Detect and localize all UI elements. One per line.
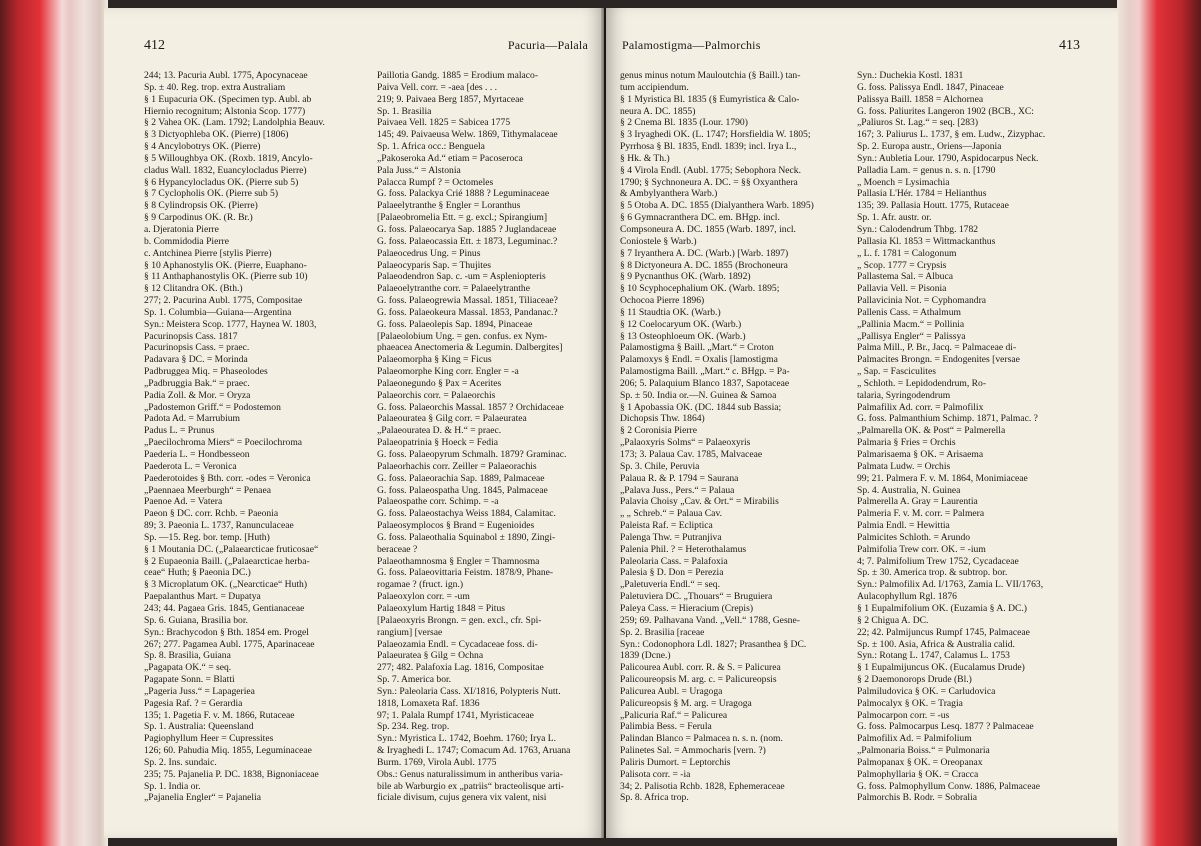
entry-line: „Pagapata OK.“ = seq. (144, 662, 232, 674)
entry-line: a. Djeratonia Pierre (144, 223, 219, 235)
right-running-head: Palamostigma—Palmorchis (622, 38, 761, 52)
entry-line: „ L. f. 1781 = Calogonum (857, 247, 957, 259)
entry-line: § 1 Myristica Bl. 1835 (§ Eumyristica & Calo- (620, 93, 800, 105)
entry-line: Palaeopatrinia § Hoeck = Fedia (377, 437, 499, 449)
entry-line: [Palaeobromelia Ett. = g. excl.; Spirangium] (377, 212, 548, 224)
entry-line: Sp. 1. India or. (144, 780, 201, 792)
entry-line: & Iryaghedi L. 1747; Comacum Ad. 1763, Aruana (377, 745, 571, 757)
entry-line: Palesia § D. Don = Perezia (620, 567, 724, 579)
left-running-head: Pacuria—Palala (507, 38, 588, 52)
entry-line: Palmacites Brongn. = Endogenites [versae (857, 354, 1020, 366)
entry-line: § 1 Moutania DC. („Palaearcticae fruticosae“ (144, 543, 319, 555)
entry-line: § 9 Pycnanthus OK. (Warb. 1892) (620, 271, 751, 283)
right-page-header (622, 38, 1080, 56)
entry-line: Palaeosymplocos § Brand = Eugenioides (377, 520, 535, 532)
entry-line: Syn.: Duchekia Kostl. 1831 (857, 70, 964, 81)
entry-line: § 9 Carpodinus OK. (R. Br.) (144, 212, 253, 224)
entry-line: Palaeonegundo § Pax = Acerites (377, 377, 502, 389)
entry-line: § 2 Chigua A. DC. (857, 614, 929, 626)
entry-line: Obs.: Genus naturalissimum in antheribus varia- (377, 768, 563, 780)
entry-line: Sp. 6. Guiana, Brasilia bor. (144, 614, 248, 626)
entry-line: Palisota corr. = -ia (620, 768, 691, 780)
entry-line: Palaeodendron Sap. c. -um = Aspleniopteris (377, 271, 546, 283)
entry-line: § 1 Eupalmifolium OK. (Euzamia § A. DC.) (857, 602, 1027, 614)
entry-line: 22; 42. Palmijuncus Rumpf 1745, Palmaceae (857, 626, 1030, 638)
entry-line: „Paletuveria Endl.“ = seq. (620, 579, 720, 591)
entry-line: Pallenis Cass. = Athalmum (857, 306, 962, 318)
entry-line: § 10 Aphanostylis OK. (Pierre, Euaphano- (144, 259, 307, 271)
entry-line: „ Sap. = Fasciculites (857, 366, 936, 378)
entry-line: Paeon § DC. corr. Rchb. = Paeonia (144, 508, 279, 520)
entry-line: Palmopanax § OK. = Oreopanax (857, 756, 983, 768)
entry-line: Sp. 1. Africa occ.: Benguela (377, 141, 485, 153)
entry-line: Palimbia Bess. = Ferula (620, 721, 712, 733)
entry-line: Paiva Vell. corr. = -aea [des . . . (377, 81, 498, 93)
entry-line: Syn.: Myristica L. 1742, Boehm. 1760; Irya L. (377, 733, 557, 745)
entry-line: G. foss. Palaeothalia Squinabol ± 1890, Zingi- (377, 531, 556, 543)
entry-line: G. foss. Palaeospatha Ung. 1845, Palmaceae (377, 484, 548, 496)
entry-line: Palamostigma Baill. „Mart.“ c. BHgp. = Pa- (620, 366, 790, 378)
entry-line: Paederota L. = Veronica (144, 460, 237, 472)
entry-line: ficiale divisum, cujus genera vix valent, nisi (377, 792, 547, 804)
entry-line: § 8 Cylindropsis OK. (Pierre) (144, 200, 258, 212)
entry-line: G. foss. Palaeovittaria Feistm. 1878/9, Phane- (377, 567, 554, 579)
entry-line: G. foss. Palaeocassia Ett. ± 1873, Leguminac.? (377, 235, 558, 247)
entry-line: Syn.: Meistera Scop. 1777, Haynea W. 1803, (144, 318, 317, 330)
entry-line: G. foss. Palaeolepis Sap. 1894, Pinaceae (377, 318, 533, 330)
entry-line: neura A. DC. 1855) (620, 105, 696, 117)
left-column-1 (144, 70, 367, 832)
entry-line: Padus L. = Prunus (144, 425, 215, 437)
entry-line: Palaeocyparis Sap. = Thujites (377, 259, 491, 271)
entry-line: rogamae ? (fruct. ign.) (377, 579, 464, 591)
entry-line: 243; 44. Pagaea Gris. 1845, Gentianaceae (144, 602, 305, 614)
entry-line: Palaeomorpha § King = Ficus (377, 354, 492, 366)
entry-line: Sp. —15. Reg. bor. temp. [Huth) (144, 531, 270, 543)
entry-line: § 4 Virola Endl. (Aubl. 1775; Sebophora Neck. (620, 164, 801, 176)
entry-line: § 8 Dictyoneura A. DC. 1855 (Brochoneura (620, 259, 788, 271)
entry-line: § 12 Clitandra OK. (Bth.) (144, 283, 243, 295)
entry-line: „Pageria Juss.“ = Lapageriea (144, 685, 255, 697)
entry-line: Palmeria F. v. M. corr. = Palmera (857, 508, 985, 520)
entry-line: Pagesia Raf. ? = Gerardia (144, 697, 243, 709)
left-page-number: 412 (144, 38, 165, 53)
entry-line: Pagapate Sonn. = Blatti (144, 674, 235, 686)
entry-line: Palaeothamnosma § Engler = Thamnosma (377, 555, 540, 567)
entry-line: Palmaria § Fries = Orchis (857, 437, 956, 449)
entry-line: 97; 1. Palala Rumpf 1741, Myristicaceae (377, 709, 534, 721)
entry-line: 1790; § Sychnoneura A. DC. = §§ Oxyanthera (620, 176, 798, 188)
entry-line: „Padbruggia Bak.“ = praec. (144, 377, 250, 389)
entry-line: Palmerella A. Gray = Laurentia (857, 496, 978, 508)
entry-line: Palaeorchis corr. = Palaeorchis (377, 389, 496, 401)
right-column-1 (620, 70, 847, 832)
entry-line: 277; 2. Pacurina Aubl. 1775, Compositae (144, 295, 303, 307)
entry-line: Pallavia Vell. = Pisonia (857, 283, 947, 295)
entry-line: 1839 (Dcne.) (620, 650, 671, 662)
left-page-edges (0, 0, 108, 846)
entry-line: Palmofilix Ad. = Palmifolium (857, 733, 972, 745)
entry-line: Palicureopsis § M. arg. = Uragoga (620, 697, 752, 709)
entry-line: Paepalanthus Mart. = Dupatya (144, 591, 261, 603)
entry-line: „ Schloth. = Lepidodendrum, Ro- (857, 377, 987, 389)
right-page-edges (1117, 0, 1201, 846)
entry-line: genus minus notum Mauloutchia (§ Baill.) tan- (620, 70, 801, 81)
entry-line: Palma Mill., P. Br., Jacq. = Palmaceae di- (857, 342, 1017, 354)
entry-line: 235; 75. Pajanelia P. DC. 1838, Bignoniaceae (144, 768, 319, 780)
entry-line: Syn.: Codonophora Ldl. 1827; Prasanthea § DC. (620, 638, 807, 650)
entry-line: „Palava Juss., Pers.“ = Palaua (620, 484, 735, 496)
entry-line: c. Antchinea Pierre [stylis Pierre) (144, 247, 272, 259)
entry-line: Pagiophyllum Heer = Cupressites (144, 733, 274, 745)
entry-line: G. foss. Palaeocarya Sap. 1885 ? Juglandaceae (377, 223, 557, 235)
entry-line: § 6 Hypancylocladus OK. (Pierre sub 5) (144, 176, 299, 188)
entry-line: Palaeospathe corr. Schimp. = -a (377, 496, 499, 508)
entry-line: Pacurinopsis Cass. = praec. (144, 342, 250, 354)
entry-line: Sp. ± 40. Reg. trop. extra Australiam (144, 81, 286, 93)
entry-line: § 1 Eupacuria OK. (Specimen typ. Aubl. ab (144, 93, 312, 105)
entry-line: Pala Juss.“ = Alstonia (377, 164, 461, 176)
entry-line: Palmorchis B. Rodr. = Sobralia (857, 792, 977, 804)
entry-line: „Pallinia Macm.“ = Pollinia (857, 318, 965, 330)
entry-line: „Paennaea Meerburgh“ = Penaea (144, 484, 271, 496)
entry-line: 135; 1. Pagetia F. v. M. 1866, Rutaceae (144, 709, 295, 721)
entry-line: Padota Ad. = Marrubium (144, 413, 241, 425)
entry-line: Palaeouratea § Gilg corr. = Palaeuratea (377, 413, 527, 425)
entry-line: „Palmonaria Boiss.“ = Pulmonaria (857, 745, 990, 757)
entry-line: 126; 60. Pahudia Miq. 1855, Leguminaceae (144, 745, 312, 757)
entry-line: cladus Wall. 1832, Euancylocladus Pierre) (144, 164, 307, 176)
entry-line: Hiernio recognitum; Alstonia Scop. 1777) (144, 105, 306, 117)
right-page (606, 8, 1118, 838)
entry-line: Pacurinopsis Cass. 1817 (144, 330, 238, 342)
entry-line: Sp. ± 100. Asia, Africa & Australia calid. (857, 638, 1015, 650)
entry-line: Pyrrhosa § Bl. 1835, Endl. 1839; incl. Irya L., (620, 141, 797, 153)
entry-line: G. foss. Palissya Endl. 1847, Pinaceae (857, 81, 1004, 93)
entry-line: Sp. 4. Australia, N. Guinea (857, 484, 961, 496)
entry-line: Palicourea Aubl. corr. R. & S. = Palicurea (620, 662, 781, 674)
entry-line: Palmicites Schloth. = Arundo (857, 531, 971, 543)
entry-line: Palmocarpon corr. = -us (857, 709, 950, 721)
entry-line: „Padostemon Griff.“ = Podostemon (144, 401, 281, 413)
entry-line: Paederia L. = Hondbesseon (144, 449, 250, 460)
entry-line: Sp. 1. Columbia—Guiana—Argentina (144, 306, 292, 318)
entry-line: § 11 Staudtia OK. (Warb.) (620, 306, 721, 318)
entry-line: Syn.: Paleolaria Cass. XI/1816, Polypteris Nutt. (377, 685, 561, 697)
right-column-2 (857, 70, 1084, 832)
entry-line: Syn.: Aubletia Lour. 1790, Aspidocarpus Neck. (857, 152, 1039, 164)
entry-line: § 3 Microplatum OK. („Nearcticae“ Huth) (144, 579, 308, 591)
entry-line: 1818, Lomaxeta Raf. 1836 (377, 697, 480, 709)
entry-line: G. foss. Palmocarpus Lesq. 1877 ? Palmaceae (857, 721, 1034, 733)
entry-line: Paliris Dumort. = Leptorchis (620, 756, 731, 768)
entry-line: § 12 Coelocaryum OK. (Warb.) (620, 318, 742, 330)
entry-line: Paillotia Gandg. 1885 = Erodium malaco- (377, 70, 539, 81)
entry-line: Compsoneura A. DC. 1855 (Warb. 1897, incl. (620, 223, 796, 235)
entry-line: G. foss. Palaeokeura Massal. 1853, Pandanac.? (377, 306, 558, 318)
entry-line: Syn.: Calodendrum Thbg. 1782 (857, 223, 979, 235)
entry-line: § 3 Iryaghedi OK. (L. 1747; Horsfieldia W. 1805; (620, 129, 811, 141)
entry-line: Sp. 7. America bor. (377, 674, 452, 686)
entry-line: Palaeomorphe King corr. Engler = -a (377, 366, 519, 378)
entry-line: Sp. ± 30. America trop. & subtrop. bor. (857, 567, 1008, 579)
entry-line: phaeacea Anectomeria & Legumin. Dalbergites] (377, 342, 563, 354)
entry-line: § 2 Coronisia Pierre (620, 425, 698, 437)
entry-line: § 1 Apobassia OK. (DC. 1844 sub Bassia; (620, 401, 782, 413)
entry-line: Dichopsis Thw. 1864) (620, 413, 705, 425)
entry-line: Palaeuratea § Gilg = Ochna (377, 650, 484, 662)
entry-line: talaria, Syringodendrum (857, 389, 951, 401)
entry-line: 145; 49. Paivaeusa Welw. 1869, Tithymalaceae (377, 129, 558, 141)
entry-line: Palenga Thw. = Putranjiva (620, 531, 722, 543)
entry-line: § 2 Daemonorops Drude (Bl.) (857, 674, 972, 686)
entry-line: Palamoxys § Endl. = Oxalis [lamostigma (620, 354, 778, 366)
entry-line: 99; 21. Palmera F. v. M. 1864, Monimiaceae (857, 472, 1028, 484)
entry-line: Palmifolia Trew corr. OK. = -ium (857, 543, 986, 555)
entry-line: G. foss. Palmanthium Schimp. 1871, Palmac. ? (857, 413, 1038, 425)
entry-line: 206; 5. Palaquium Blanco 1837, Sapotaceae (620, 377, 790, 389)
entry-line: Sp. 2. Ins. sundaic. (144, 756, 217, 768)
entry-line: Paenoe Ad. = Vatera (144, 496, 223, 508)
entry-line: § 5 Willoughbya OK. (Roxb. 1819, Ancylo- (144, 152, 313, 164)
entry-line: „Palaoxyris Solms“ = Palaeoxyris (620, 437, 751, 449)
entry-line: Palaeoxylum Hartig 1848 = Pitus (377, 602, 505, 614)
entry-line: „ „ Schreb.“ = Palaua Cav. (620, 508, 723, 520)
entry-line: Sp. 234. Reg. trop. (377, 721, 450, 733)
entry-line: 267; 277. Pagamea Aubl. 1775, Aparinaceae (144, 638, 315, 650)
left-page-header (144, 38, 588, 56)
entry-line: § 11 Anthaphanostylis OK. (Pierre sub 10) (144, 271, 308, 283)
entry-line: Palicurea Aubl. = Uragoga (620, 685, 723, 697)
entry-line: Palaeelytranthe § Engler = Loranthus (377, 200, 521, 212)
entry-line: Palmarisaema § OK. = Arisaema (857, 449, 984, 460)
entry-line: Sp. 1. Australia: Queensland (144, 721, 254, 733)
left-column-2 (377, 70, 600, 832)
entry-line: „ Scop. 1777 = Crypsis (857, 259, 947, 271)
entry-line: Sp. 2. Europa austr., Oriens—Japonia (857, 141, 1002, 153)
entry-line: Palmocalyx § OK. = Tragia (857, 697, 963, 709)
entry-line: Pallasia L'Hér. 1784 = Helianthus (857, 188, 987, 200)
entry-line: Pallastema Sal. = Albuca (857, 271, 953, 283)
entry-line: G. foss. Palmophyllum Conw. 1886, Palmaceae (857, 780, 1040, 792)
entry-line: Padbruggea Miq. = Phaseolodes (144, 366, 268, 378)
entry-line: „Pallisya Engler“ = Palissya (857, 330, 966, 342)
entry-line: Paleolaria Cass. = Palafoxia (620, 555, 728, 567)
entry-line: § 1 Eupalmijuncus OK. (Eucalamus Drude) (857, 662, 1025, 674)
entry-line: Palmiludovica § OK. = Carludovica (857, 685, 996, 697)
entry-line: „Palicuria Raf.“ = Palicurea (620, 709, 728, 721)
entry-line: Sp. 3. Chile, Peruvia (620, 460, 700, 472)
entry-line: G. foss. Palackya Crié 1888 ? Leguminaceae (377, 188, 550, 200)
entry-line: 244; 13. Pacuria Aubl. 1775, Apocynaceae (144, 70, 308, 81)
entry-line: [Palaeoxyris Brongn. = gen. excl., cfr. Spi- (377, 614, 542, 626)
entry-line: Paleya Cass. = Hieracium (Crepis) (620, 602, 754, 614)
entry-line: Palacca Rumpf ? = Octomeles (377, 176, 494, 188)
entry-line: Palaeozamia Endl. = Cycadaceae foss. di- (377, 638, 538, 650)
entry-line: Burm. 1769, Virola Aubl. 1775 (377, 756, 497, 768)
entry-line: „Paecilochroma Miers“ = Poecilochroma (144, 437, 303, 449)
entry-line: Palaeoxylon corr. = -um (377, 591, 470, 603)
entry-line: G. foss. Palaeopyrum Schmalh. 1879? Graminac. (377, 449, 567, 460)
entry-line: [Palaeolobium Ung. = gen. confus. ex Nym- (377, 330, 548, 342)
entry-line: Pallasia Kl. 1853 = Wittmackanthus (857, 235, 996, 247)
entry-line: Palinetes Sal. = Ammocharis [vern. ?) (620, 745, 766, 757)
entry-line: Coniostele § Warb.) (620, 235, 697, 247)
entry-line: § 13 Osteophloeum OK. (Warb.) (620, 330, 746, 342)
entry-line: 219; 9. Paivaea Berg 1857, Myrtaceae (377, 93, 524, 105)
entry-line: Palmophyllaria § OK. = Cracca (857, 768, 979, 780)
entry-line: Syn.: Brachycodon § Bth. 1854 em. Progel (144, 626, 309, 638)
entry-line: Palindan Blanco = Palmacea n. s. n. (nom. (620, 733, 783, 745)
entry-line: Palaua R. & P. 1794 = Saurana (620, 472, 739, 484)
entry-line: G. foss. Paliurites Langeron 1902 (BCB., XC: (857, 105, 1034, 117)
entry-line: § 2 Eupaeonia Baill. („Palaearcticae herba- (144, 555, 310, 567)
entry-line: Sp. 8. Brasilia, Guiana (144, 650, 231, 662)
entry-line: § 6 Gymnacranthera DC. em. BHgp. incl. (620, 212, 780, 224)
entry-line: Palissya Baill. 1858 = Alchornea (857, 93, 984, 105)
entry-line: G. foss. Palaeorachia Sap. 1889, Palmaceae (377, 472, 545, 484)
right-page-number: 413 (1059, 38, 1080, 53)
entry-line: § 2 Cnema Bl. 1835 (Lour. 1790) (620, 117, 748, 129)
entry-line: G. foss. Palaeostachya Weiss 1884, Calamitac. (377, 508, 556, 520)
entry-line: 173; 3. Palaua Cav. 1785, Malvaceae (620, 449, 763, 460)
entry-line: 135; 39. Pallasia Houtt. 1775, Rutaceae (857, 200, 1009, 212)
entry-line: Palavia Choisy „Cav. & Ort.“ = Mirabilis (620, 496, 779, 508)
entry-line: Ochocoa Pierre 1896) (620, 295, 705, 307)
entry-line: ceae“ Huth; § Paeonia DC.) (144, 567, 251, 579)
entry-line: Palmafilix Ad. corr. = Palmofilix (857, 401, 984, 413)
entry-line: Palladia Lam. = genus n. s. n. [1790 (857, 164, 996, 176)
entry-line: Palenia Phil. ? = Heterothalamus (620, 543, 747, 555)
entry-line: Sp. 2. Brasilia [raceae (620, 626, 705, 638)
entry-line: Paederotoides § Bth. corr. -odes = Veronica (144, 472, 311, 484)
entry-line: Palicoureopsis M. arg. c. = Palicureopsis (620, 674, 777, 686)
entry-line: Palmata Ludw. = Orchis (857, 460, 951, 472)
entry-line: Padia Zoll. & Mor. = Oryza (144, 389, 251, 401)
entry-line: Palamostigma § Baill. „Mart.“ = Croton (620, 342, 774, 354)
entry-line: beraceae ? (377, 543, 418, 555)
entry-line: tum accipiendum. (620, 81, 689, 93)
entry-line: Sp. 1. Afr. austr. or. (857, 212, 932, 224)
entry-line: § 10 Scyphocephalium OK. (Warb. 1895; (620, 283, 780, 295)
entry-line: 34; 2. Palisotia Rchb. 1828, Ephemeraceae (620, 780, 785, 792)
entry-line: Pallavicinia Not. = Cyphomandra (857, 295, 987, 307)
entry-line: rangium] [versae (377, 626, 443, 638)
entry-line: Palaeorhachis corr. Zeiller = Palaeorachis (377, 460, 537, 472)
entry-line: Paleista Raf. = Ecliptica (620, 520, 713, 532)
entry-line: Syn.: Rotang L. 1747, Calamus L. 1753 (857, 650, 1010, 662)
entry-line: Padavara § DC. = Morinda (144, 354, 248, 366)
entry-line: 259; 69. Palhavana Vand. „Vell.“ 1788, Gesne- (620, 614, 800, 626)
left-page (104, 8, 604, 838)
entry-line: Sp. 1. Brasilia (377, 105, 432, 117)
entry-line: 277; 482. Palafoxia Lag. 1816, Compositae (377, 662, 544, 674)
entry-line: Paletuviera DC. „Thouars“ = Bruguiera (620, 591, 773, 603)
entry-line: § 3 Dictyophleba OK. (Pierre) [1806) (144, 129, 289, 141)
entry-line: „ Moench = Lysimachia (857, 176, 950, 188)
entry-line: § 7 Cyclopholis OK. (Pierre sub 5) (144, 188, 279, 200)
entry-line: „Pakoseroka Ad.“ etiam = Pacoseroca (377, 152, 523, 164)
entry-line: „Paliuros St. Lag.“ = seq. [283) (857, 117, 979, 129)
entry-line: Aulacophyllum Rgl. 1876 (857, 591, 957, 603)
entry-line: Palaeoelytranthe corr. = Palaeelytranthe (377, 283, 530, 295)
entry-line: 89; 3. Paeonia L. 1737, Ranunculaceae (144, 520, 294, 532)
entry-line: „Palmarella OK. & Post“ = Palmerella (857, 425, 1006, 437)
entry-line: G. foss. Palaeorchis Massal. 1857 ? Orchidaceae (377, 401, 564, 413)
entry-line: 4; 7. Palmifolium Trew 1752, Cycadaceae (857, 555, 1019, 567)
entry-line: Palaeocedrus Ung. = Pinus (377, 247, 481, 259)
entry-line: „Pajanelia Engler“ = Pajanelia (144, 792, 262, 804)
entry-line: § 7 Iryanthera A. DC. (Warb.) [Warb. 1897) (620, 247, 789, 259)
entry-line: § Hk. & Th.) (620, 152, 670, 164)
entry-line: Paivaea Vell. 1825 = Sabicea 1775 (377, 117, 511, 129)
entry-line: 167; 3. Paliurus L. 1737, § em. Ludw., Zizyphac. (857, 129, 1046, 141)
entry-line: G. foss. Palaeogrewia Massal. 1851, Tiliaceae? (377, 295, 558, 307)
entry-line: b. Commidodia Pierre (144, 235, 229, 247)
entry-line: bile ab Warburgio ex „patriis“ bracteolisque arti- (377, 780, 564, 792)
entry-line: § 4 Ancylobotrys OK. (Pierre) (144, 141, 261, 153)
entry-line: § 2 Vahea OK. (Lam. 1792; Landolphia Beauv. (144, 117, 325, 129)
entry-line: § 5 Otoba A. DC. 1855 (Dialyanthera Warb. 1895) (620, 200, 814, 212)
entry-line: Syn.: Palmofilix Ad. I/1763, Zamia L. VII/1763, (857, 579, 1044, 591)
entry-line: Sp. ± 50. India or.—N. Guinea & Samoa (620, 389, 777, 401)
entry-line: Sp. 8. Africa trop. (620, 792, 689, 804)
entry-line: & Ambylyanthera Warb.) (620, 188, 718, 200)
entry-line: Palmia Endl. = Hewittia (857, 520, 950, 532)
entry-line: „Palaeouratea D. & H.“ = praec. (377, 425, 502, 437)
